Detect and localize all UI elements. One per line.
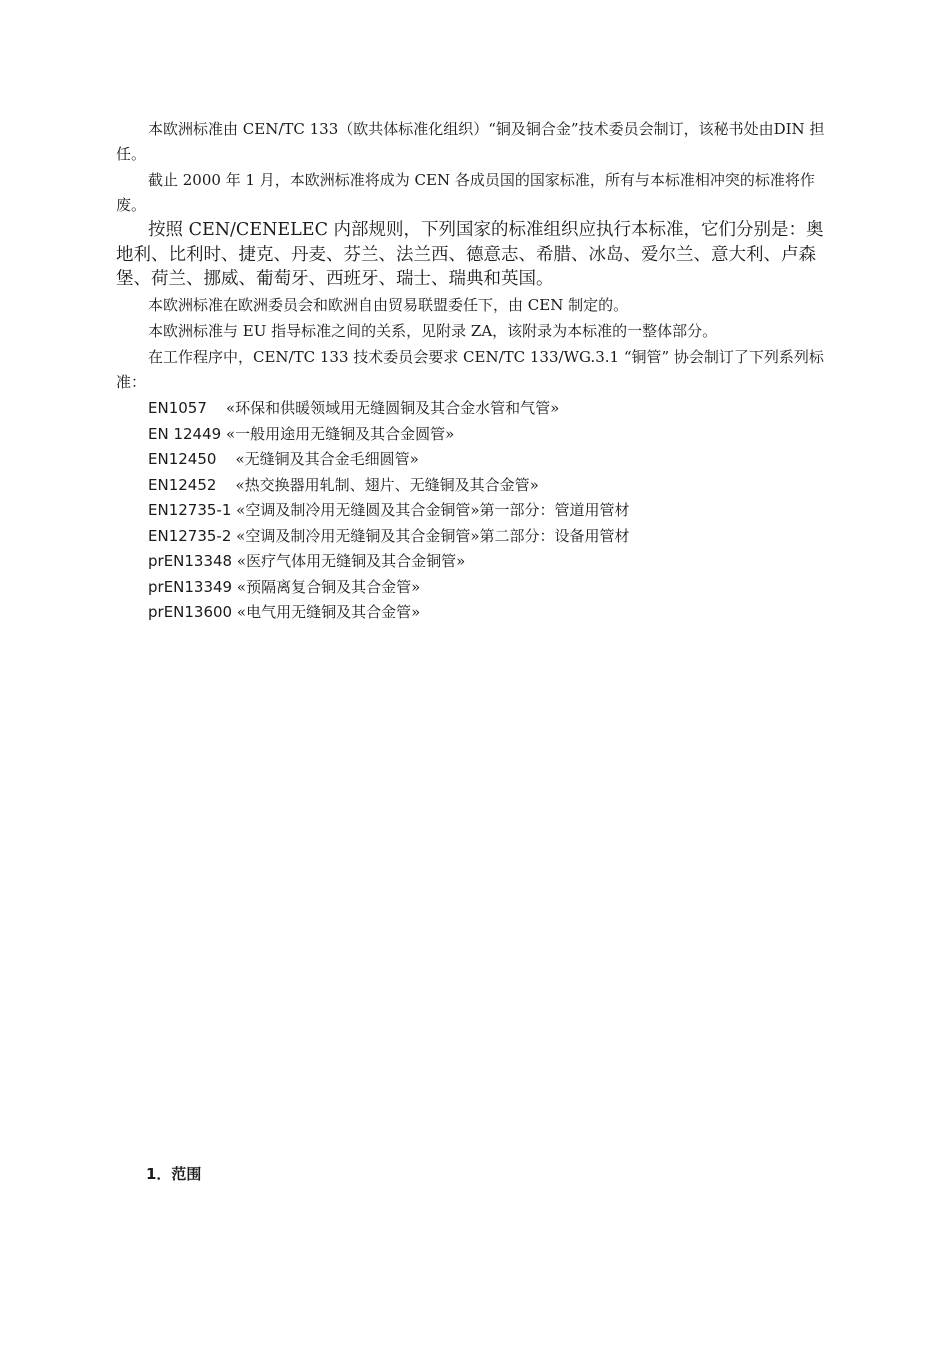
- standard-item-3: [148, 447, 419, 471]
- foreword-paragraph-1: 本欧洲标准由 CEN/TC 133（欧共体标准化组织）“铜及铜合金”技术委员会制订，该秘书处由DIN 担任。: [116, 120, 825, 163]
- standard-title: «空调及制冷用无缝圆及其合金铜管»第一部分：管道用管材: [236, 501, 630, 519]
- standard-code: EN12452: [148, 476, 217, 494]
- standard-code: EN1057: [148, 399, 207, 417]
- standard-item-5: [148, 498, 630, 522]
- standard-title: «一般用途用无缝铜及其合金圆管»: [225, 425, 455, 443]
- standard-code: prEN13349: [148, 578, 233, 596]
- standard-item-2: [148, 422, 454, 446]
- standard-item-6: [148, 524, 630, 548]
- standard-title: «环保和供暖领域用无缝圆铜及其合金水管和气管»: [225, 399, 560, 417]
- standard-title: «无缝铜及其合金毛细圆管»: [235, 450, 419, 468]
- standard-title: «预隔离复合铜及其合金管»: [236, 578, 421, 596]
- foreword-paragraph-4: 本欧洲标准在欧洲委员会和欧洲自由贸易联盟委任下，由 CEN 制定的。: [148, 296, 629, 314]
- standard-item-8: [148, 575, 420, 599]
- standard-code: EN 12449: [148, 425, 222, 443]
- standard-title: «电气用无缝铜及其合金管»: [236, 603, 421, 621]
- section-heading-scope: 1．范围: [146, 1165, 202, 1183]
- standard-item-4: [148, 473, 539, 497]
- foreword-paragraph-3: 按照 CEN/CENELEC 内部规则，下列国家的标准组织应执行本标准，它们分别是：奥地利、比利时、捷克、丹麦、芬兰、法兰西、德意志、希腊、冰岛、爱尔兰、意大利、卢森堡、荷兰、挪威、葡萄牙、西班牙、瑞士、瑞典和英国。: [116, 220, 824, 289]
- standard-title: «医疗气体用无缝铜及其合金铜管»: [236, 552, 466, 570]
- standard-code: prEN13600: [148, 603, 233, 621]
- standard-code: EN12450: [148, 450, 217, 468]
- foreword-paragraph-6: 在工作程序中，CEN/TC 133 技术委员会要求 CEN/TC 133/WG.3.1 “铜管” 协会制订了下列系列标准：: [116, 348, 824, 391]
- foreword-paragraph-2: 截止 2000 年 1 月，本欧洲标准将成为 CEN 各成员国的国家标准，所有与本标准相冲突的标准将作废。: [116, 171, 815, 214]
- standard-code: prEN13348: [148, 552, 233, 570]
- standard-item-7: [148, 549, 465, 573]
- standard-code: EN12735-2: [148, 527, 232, 545]
- standard-title: «空调及制冷用无缝铜及其合金铜管»第二部分：设备用管材: [236, 527, 630, 545]
- standard-code: EN12735-1: [148, 501, 232, 519]
- standard-title: «热交换器用轧制、翅片、无缝铜及其合金管»: [235, 476, 539, 494]
- foreword-paragraph-5: 本欧洲标准与 EU 指导标准之间的关系，见附录 ZA，该附录为本标准的一整体部分。: [148, 322, 718, 340]
- standard-item-9: [148, 600, 420, 624]
- standard-item-1: [148, 396, 559, 420]
